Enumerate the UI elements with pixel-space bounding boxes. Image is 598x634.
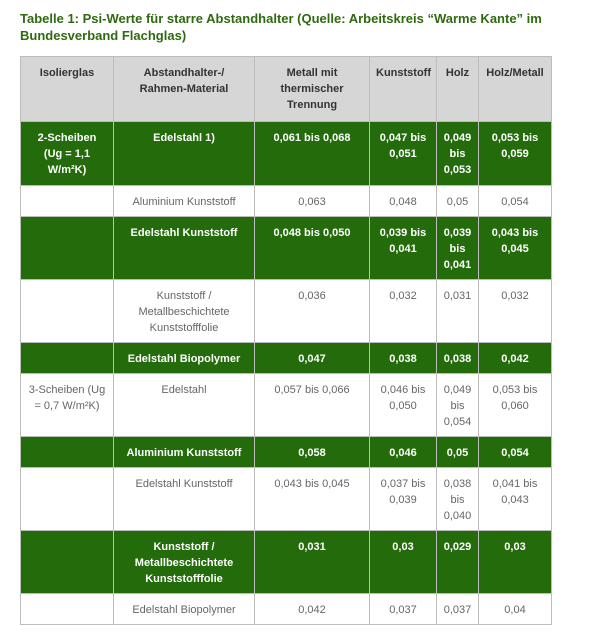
cell-holz-metall: 0,043 bis 0,045 xyxy=(479,217,552,280)
table-row xyxy=(21,468,552,531)
cell-material: Edelstahl 1) xyxy=(114,122,255,186)
cell-holz-metall: 0,054 xyxy=(479,186,552,217)
cell-material: Aluminium Kunststoff xyxy=(114,186,255,217)
cell-holz-metall: 0,03 xyxy=(479,531,552,594)
cell-isolierglas xyxy=(21,343,114,374)
cell-metall: 0,057 bis 0,066 xyxy=(255,374,370,437)
column-header-metall: Metall mit thermischer Trennung xyxy=(255,57,370,122)
cell-holz-metall: 0,053 bis 0,059 xyxy=(479,122,552,186)
cell-material: Edelstahl Kunststoff xyxy=(114,468,255,531)
cell-holz-metall: 0,032 xyxy=(479,280,552,343)
psi-values-table xyxy=(20,56,552,625)
cell-kunststoff: 0,048 xyxy=(370,186,437,217)
cell-isolierglas xyxy=(21,280,114,343)
cell-holz-metall: 0,053 bis 0,060 xyxy=(479,374,552,437)
cell-kunststoff: 0,046 bis 0,050 xyxy=(370,374,437,437)
cell-holz: 0,05 xyxy=(437,186,479,217)
cell-metall: 0,058 xyxy=(255,437,370,468)
column-header-holz: Holz xyxy=(437,57,479,122)
cell-isolierglas xyxy=(21,437,114,468)
table-row xyxy=(21,374,552,437)
cell-holz: 0,039 bis 0,041 xyxy=(437,217,479,280)
cell-material: Kunststoff / Metallbeschichtete Kunststofffolie xyxy=(114,280,255,343)
cell-isolierglas xyxy=(21,217,114,280)
column-header-holz-metall: Holz/Metall xyxy=(479,57,552,122)
cell-material: Kunststoff / Metallbeschichtete Kunststofffolie xyxy=(114,531,255,594)
cell-holz: 0,049 bis 0,053 xyxy=(437,122,479,186)
cell-holz: 0,038 xyxy=(437,343,479,374)
cell-metall: 0,036 xyxy=(255,280,370,343)
cell-isolierglas: 3-Scheiben (Ug = 0,7 W/m²K) xyxy=(21,374,114,437)
cell-metall: 0,031 xyxy=(255,531,370,594)
cell-kunststoff: 0,037 bis 0,039 xyxy=(370,468,437,531)
cell-material: Edelstahl Biopolymer xyxy=(114,594,255,625)
table-row xyxy=(21,280,552,343)
cell-metall: 0,043 bis 0,045 xyxy=(255,468,370,531)
column-header-isolierglas: Isolierglas xyxy=(21,57,114,122)
cell-material: Edelstahl Biopolymer xyxy=(114,343,255,374)
table-body xyxy=(21,122,552,625)
cell-holz-metall: 0,041 bis 0,043 xyxy=(479,468,552,531)
cell-holz: 0,049 bis 0,054 xyxy=(437,374,479,437)
cell-kunststoff: 0,038 xyxy=(370,343,437,374)
cell-holz: 0,037 xyxy=(437,594,479,625)
cell-isolierglas xyxy=(21,531,114,594)
cell-holz-metall: 0,054 xyxy=(479,437,552,468)
cell-kunststoff: 0,037 xyxy=(370,594,437,625)
cell-metall: 0,063 xyxy=(255,186,370,217)
cell-kunststoff: 0,046 xyxy=(370,437,437,468)
cell-material: Edelstahl Kunststoff xyxy=(114,217,255,280)
cell-kunststoff: 0,039 bis 0,041 xyxy=(370,217,437,280)
cell-metall: 0,061 bis 0,068 xyxy=(255,122,370,186)
column-header-kunststoff: Kunststoff xyxy=(370,57,437,122)
table-row xyxy=(21,594,552,625)
cell-holz-metall: 0,04 xyxy=(479,594,552,625)
table-row xyxy=(21,343,552,374)
table-row xyxy=(21,217,552,280)
table-caption: Tabelle 1: Psi-Werte für starre Abstandhalter (Quelle: Arbeitskreis “Warme Kante” im Bundesverband Flachglas) xyxy=(20,11,542,43)
cell-metall: 0,047 xyxy=(255,343,370,374)
cell-isolierglas: 2-Scheiben (Ug = 1,1 W/m²K) xyxy=(21,122,114,186)
table-row xyxy=(21,122,552,186)
cell-holz: 0,029 xyxy=(437,531,479,594)
cell-material: Edelstahl xyxy=(114,374,255,437)
cell-kunststoff: 0,03 xyxy=(370,531,437,594)
cell-isolierglas xyxy=(21,594,114,625)
cell-holz: 0,038 bis 0,040 xyxy=(437,468,479,531)
table-row xyxy=(21,437,552,468)
column-header-material: Abstandhalter-/ Rahmen-Material xyxy=(114,57,255,122)
cell-metall: 0,042 xyxy=(255,594,370,625)
cell-isolierglas xyxy=(21,186,114,217)
cell-metall: 0,048 bis 0,050 xyxy=(255,217,370,280)
cell-kunststoff: 0,032 xyxy=(370,280,437,343)
cell-holz: 0,05 xyxy=(437,437,479,468)
cell-holz: 0,031 xyxy=(437,280,479,343)
table-row xyxy=(21,531,552,594)
cell-material: Aluminium Kunststoff xyxy=(114,437,255,468)
table-row xyxy=(21,186,552,217)
cell-holz-metall: 0,042 xyxy=(479,343,552,374)
table-header-row xyxy=(21,57,552,122)
cell-isolierglas xyxy=(21,468,114,531)
cell-kunststoff: 0,047 bis 0,051 xyxy=(370,122,437,186)
